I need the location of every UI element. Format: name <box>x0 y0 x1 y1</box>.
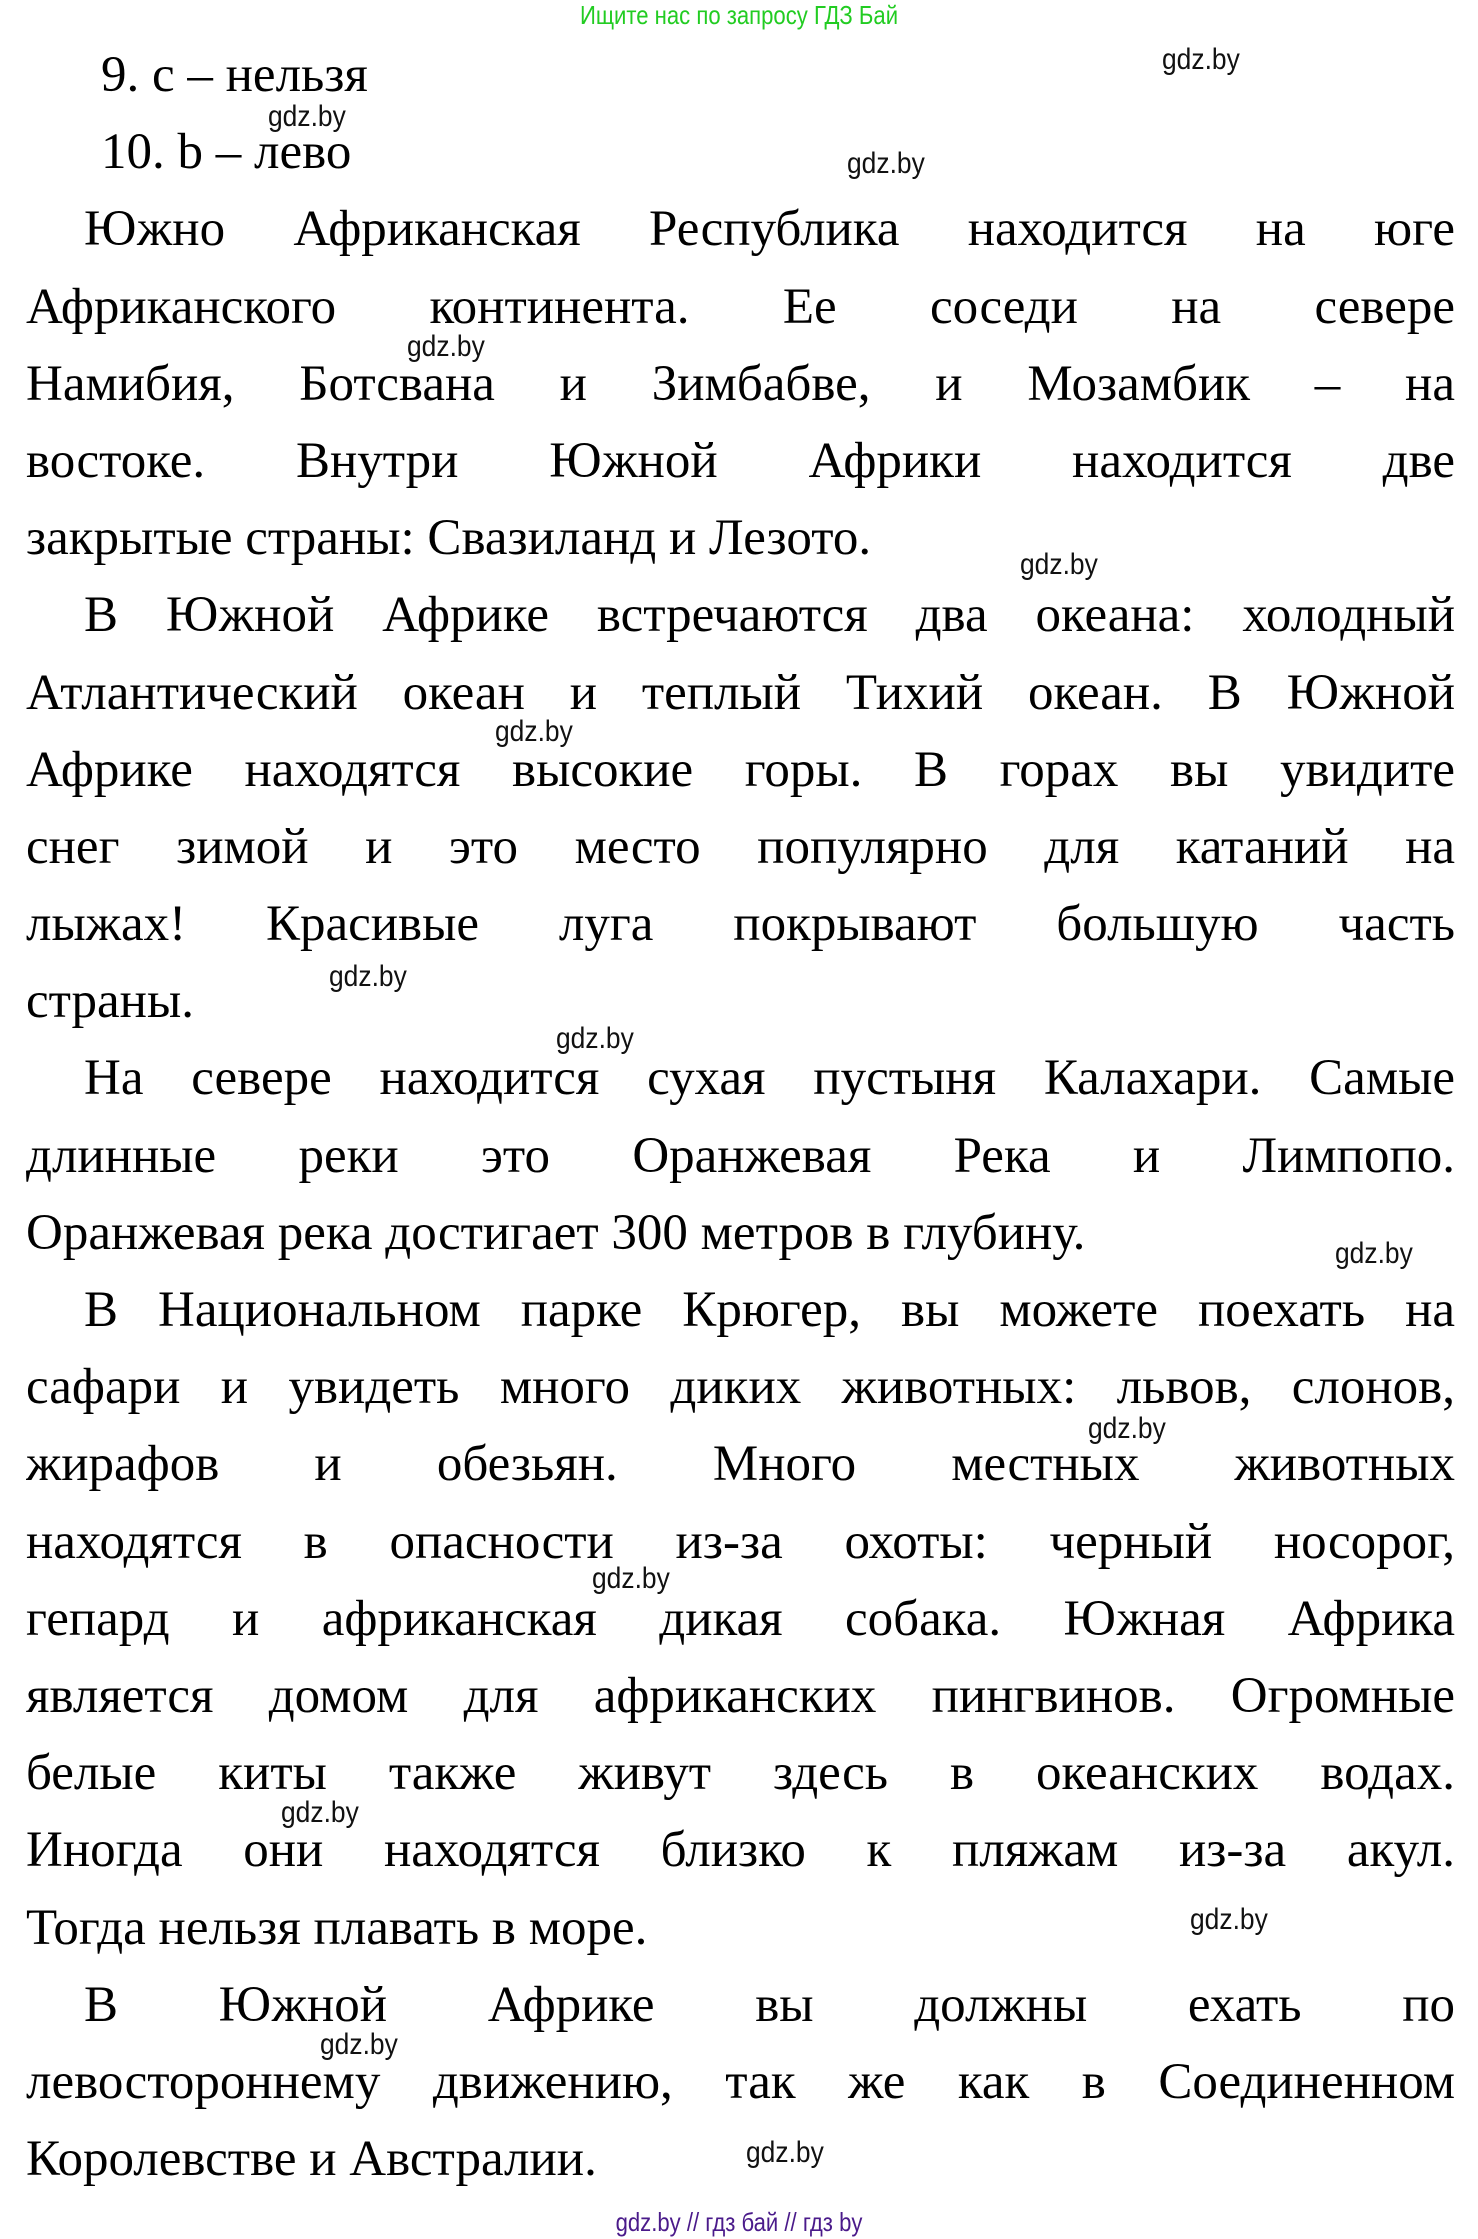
gdz-watermark: gdz.by <box>1335 1237 1413 1270</box>
paragraph-line: жирафов и обезьян. Много местных животных <box>26 1436 1455 1493</box>
paragraph-line: Иногда они находятся близко к пляжам из-за акул. <box>26 1822 1455 1879</box>
gdz-watermark: gdz.by <box>746 2136 824 2169</box>
paragraph-line: сафари и увидеть много диких животных: львов, слонов, <box>26 1359 1455 1416</box>
paragraph-line: Оранжевая река достигает 300 метров в глубину. <box>26 1204 1086 1261</box>
gdz-watermark: gdz.by <box>592 1562 670 1595</box>
gdz-watermark: gdz.by <box>1190 1903 1268 1936</box>
paragraph-line: Африке находятся высокие горы. В горах вы увидите <box>26 741 1455 798</box>
paragraph-line: левостороннему движению, так же как в Соединенном <box>26 2053 1455 2110</box>
paragraph-line: Африканского континента. Ее соседи на севере <box>26 278 1455 335</box>
gdz-watermark: gdz.by <box>1088 1412 1166 1445</box>
paragraph-line: является домом для африканских пингвинов. Огромные <box>26 1667 1455 1724</box>
paragraph-line: Южно Африканская Республика находится на юге <box>84 201 1455 258</box>
gdz-watermark: gdz.by <box>329 960 407 993</box>
gdz-watermark: gdz.by <box>268 100 346 133</box>
gdz-watermark: gdz.by <box>1020 548 1098 581</box>
paragraph-line: закрытые страны: Свазиланд и Лезото. <box>26 510 872 567</box>
paragraph-line: Тогда нельзя плавать в море. <box>26 1899 648 1956</box>
paragraph-line: снег зимой и это место популярно для катаний на <box>26 818 1455 875</box>
paragraph-line: В Южной Африке вы должны ехать по <box>84 1976 1455 2033</box>
paragraph-line: В Национальном парке Крюгер, вы можете поехать на <box>84 1282 1455 1338</box>
gdz-watermark: gdz.by <box>407 330 485 363</box>
search-hint-banner: Ищите нас по запросу ГДЗ Бай <box>579 0 899 30</box>
paragraph-line: гепард и африканская дикая собака. Южная Африка <box>26 1590 1455 1647</box>
paragraph-line: белые киты также живут здесь в океанских водах. <box>26 1745 1455 1802</box>
paragraph-line: находятся в опасности из-за охоты: черный носорог, <box>26 1513 1455 1570</box>
gdz-watermark: gdz.by <box>556 1022 634 1055</box>
paragraph-line: длинные реки это Оранжевая Река и Лимпопо. <box>26 1127 1455 1184</box>
paragraph-line: востоке. Внутри Южной Африки находится две <box>26 432 1455 489</box>
paragraph-line: страны. <box>26 973 194 1030</box>
answer-line: 10. b – лево <box>101 124 352 181</box>
gdz-watermark: gdz.by <box>847 147 925 180</box>
paragraph-line: В Южной Африке встречаются два океана: холодный <box>84 587 1455 644</box>
paragraph-line: Намибия, Ботсвана и Зимбабве, и Мозамбик – на <box>26 355 1455 412</box>
gdz-watermark: gdz.by <box>495 715 573 748</box>
footer-watermark: gdz.by // гдз бай // гдз by <box>615 2207 863 2237</box>
paragraph-line: лыжах! Красивые луга покрывают большую часть <box>26 896 1455 953</box>
gdz-watermark: gdz.by <box>320 2028 398 2061</box>
paragraph-line: Атлантический океан и теплый Тихий океан. В Южной <box>26 664 1455 721</box>
gdz-watermark: gdz.by <box>1162 43 1240 76</box>
gdz-watermark: gdz.by <box>281 1796 359 1829</box>
paragraph-line: Королевстве и Австралии. <box>26 2131 597 2188</box>
document-text <box>26 37 1455 2198</box>
answer-line: 9. c – нельзя <box>101 47 368 103</box>
paragraph-line: На севере находится сухая пустыня Калахари. Самые <box>84 1050 1455 1107</box>
